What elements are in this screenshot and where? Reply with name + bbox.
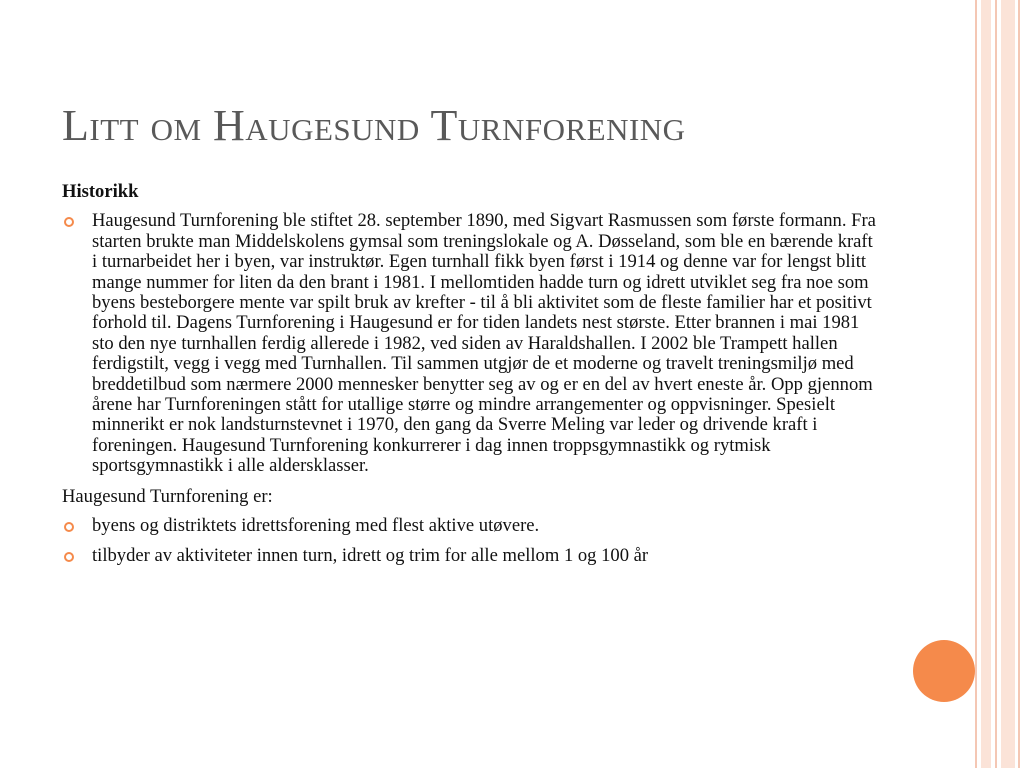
slide-title: Litt om Haugesund Turnforening [62, 101, 686, 150]
bullet-circle-icon [64, 552, 74, 562]
bullet-item-text: tilbyder av aktiviteter innen turn, idrett og trim for alle mellom 1 og 100 år [92, 544, 649, 566]
decorative-stripe [975, 0, 977, 768]
bullet-circle-icon [64, 217, 74, 227]
bullet-item [62, 516, 880, 536]
section-subheading: Haugesund Turnforening er: [62, 485, 273, 507]
bullet-paragraph [62, 211, 880, 476]
slide-body [62, 182, 880, 575]
decorative-stripe [1001, 0, 1015, 768]
decorative-stripe [995, 0, 997, 768]
section-heading: Historikk [62, 181, 139, 202]
decorative-stripe [981, 0, 991, 768]
bullet-circle-icon [64, 522, 74, 532]
bullet-item-text: byens og distriktets idrettsforening med flest aktive utøvere. [92, 515, 540, 537]
bullet-item [62, 546, 880, 566]
history-paragraph: Haugesund Turnforening ble stiftet 28. september 1890, med Sigvart Rasmussen som første formann. Fra starten brukte man Middelskolens gymsal som treningslokale og A. Døsseland, som ble en bærende kraft i turnarbeidet her i byen, var instruktør. Egen turnhall fikk byen først i 1914 og denne var for lengst blitt mange nummer for liten da den brant i 1981. I mellomtiden hadde turn og idrett utviklet seg fra noe som byens besteborgere mente var spilt bruk av krefter - til å bli aktivitet som de fleste familier har et positivt forhold til. Dagens Turnforening i Haugesund er for tiden landets nest største. Etter brannen i mai 1981 sto den nye turnhallen ferdig allerede i 1982, ved siden av Haraldshallen. I 2002 ble Trampett hallen ferdigstilt, vegg i vegg med Turnhallen. Til sammen utgjør de et moderne og travelt treningsmiljø med breddetilbud som nærmere 2000 mennesker benytter seg av og er en del av hvert eneste år. Opp gjennom årene har Turnforeningen stått for utallige større og mindre arrangementer og oppvisninger. Spesielt minnerikt er nok landsturnstevnet i 1970, den gang da Sverre Meling var leder og drivende kraft i foreningen. Haugesund Turnforening konkurrerer i dag innen troppsgymnastikk og rytmisk sportsgymnastikk i alle aldersklasser. [92, 210, 876, 477]
decorative-stripe [1018, 0, 1020, 768]
accent-circle [913, 640, 975, 702]
